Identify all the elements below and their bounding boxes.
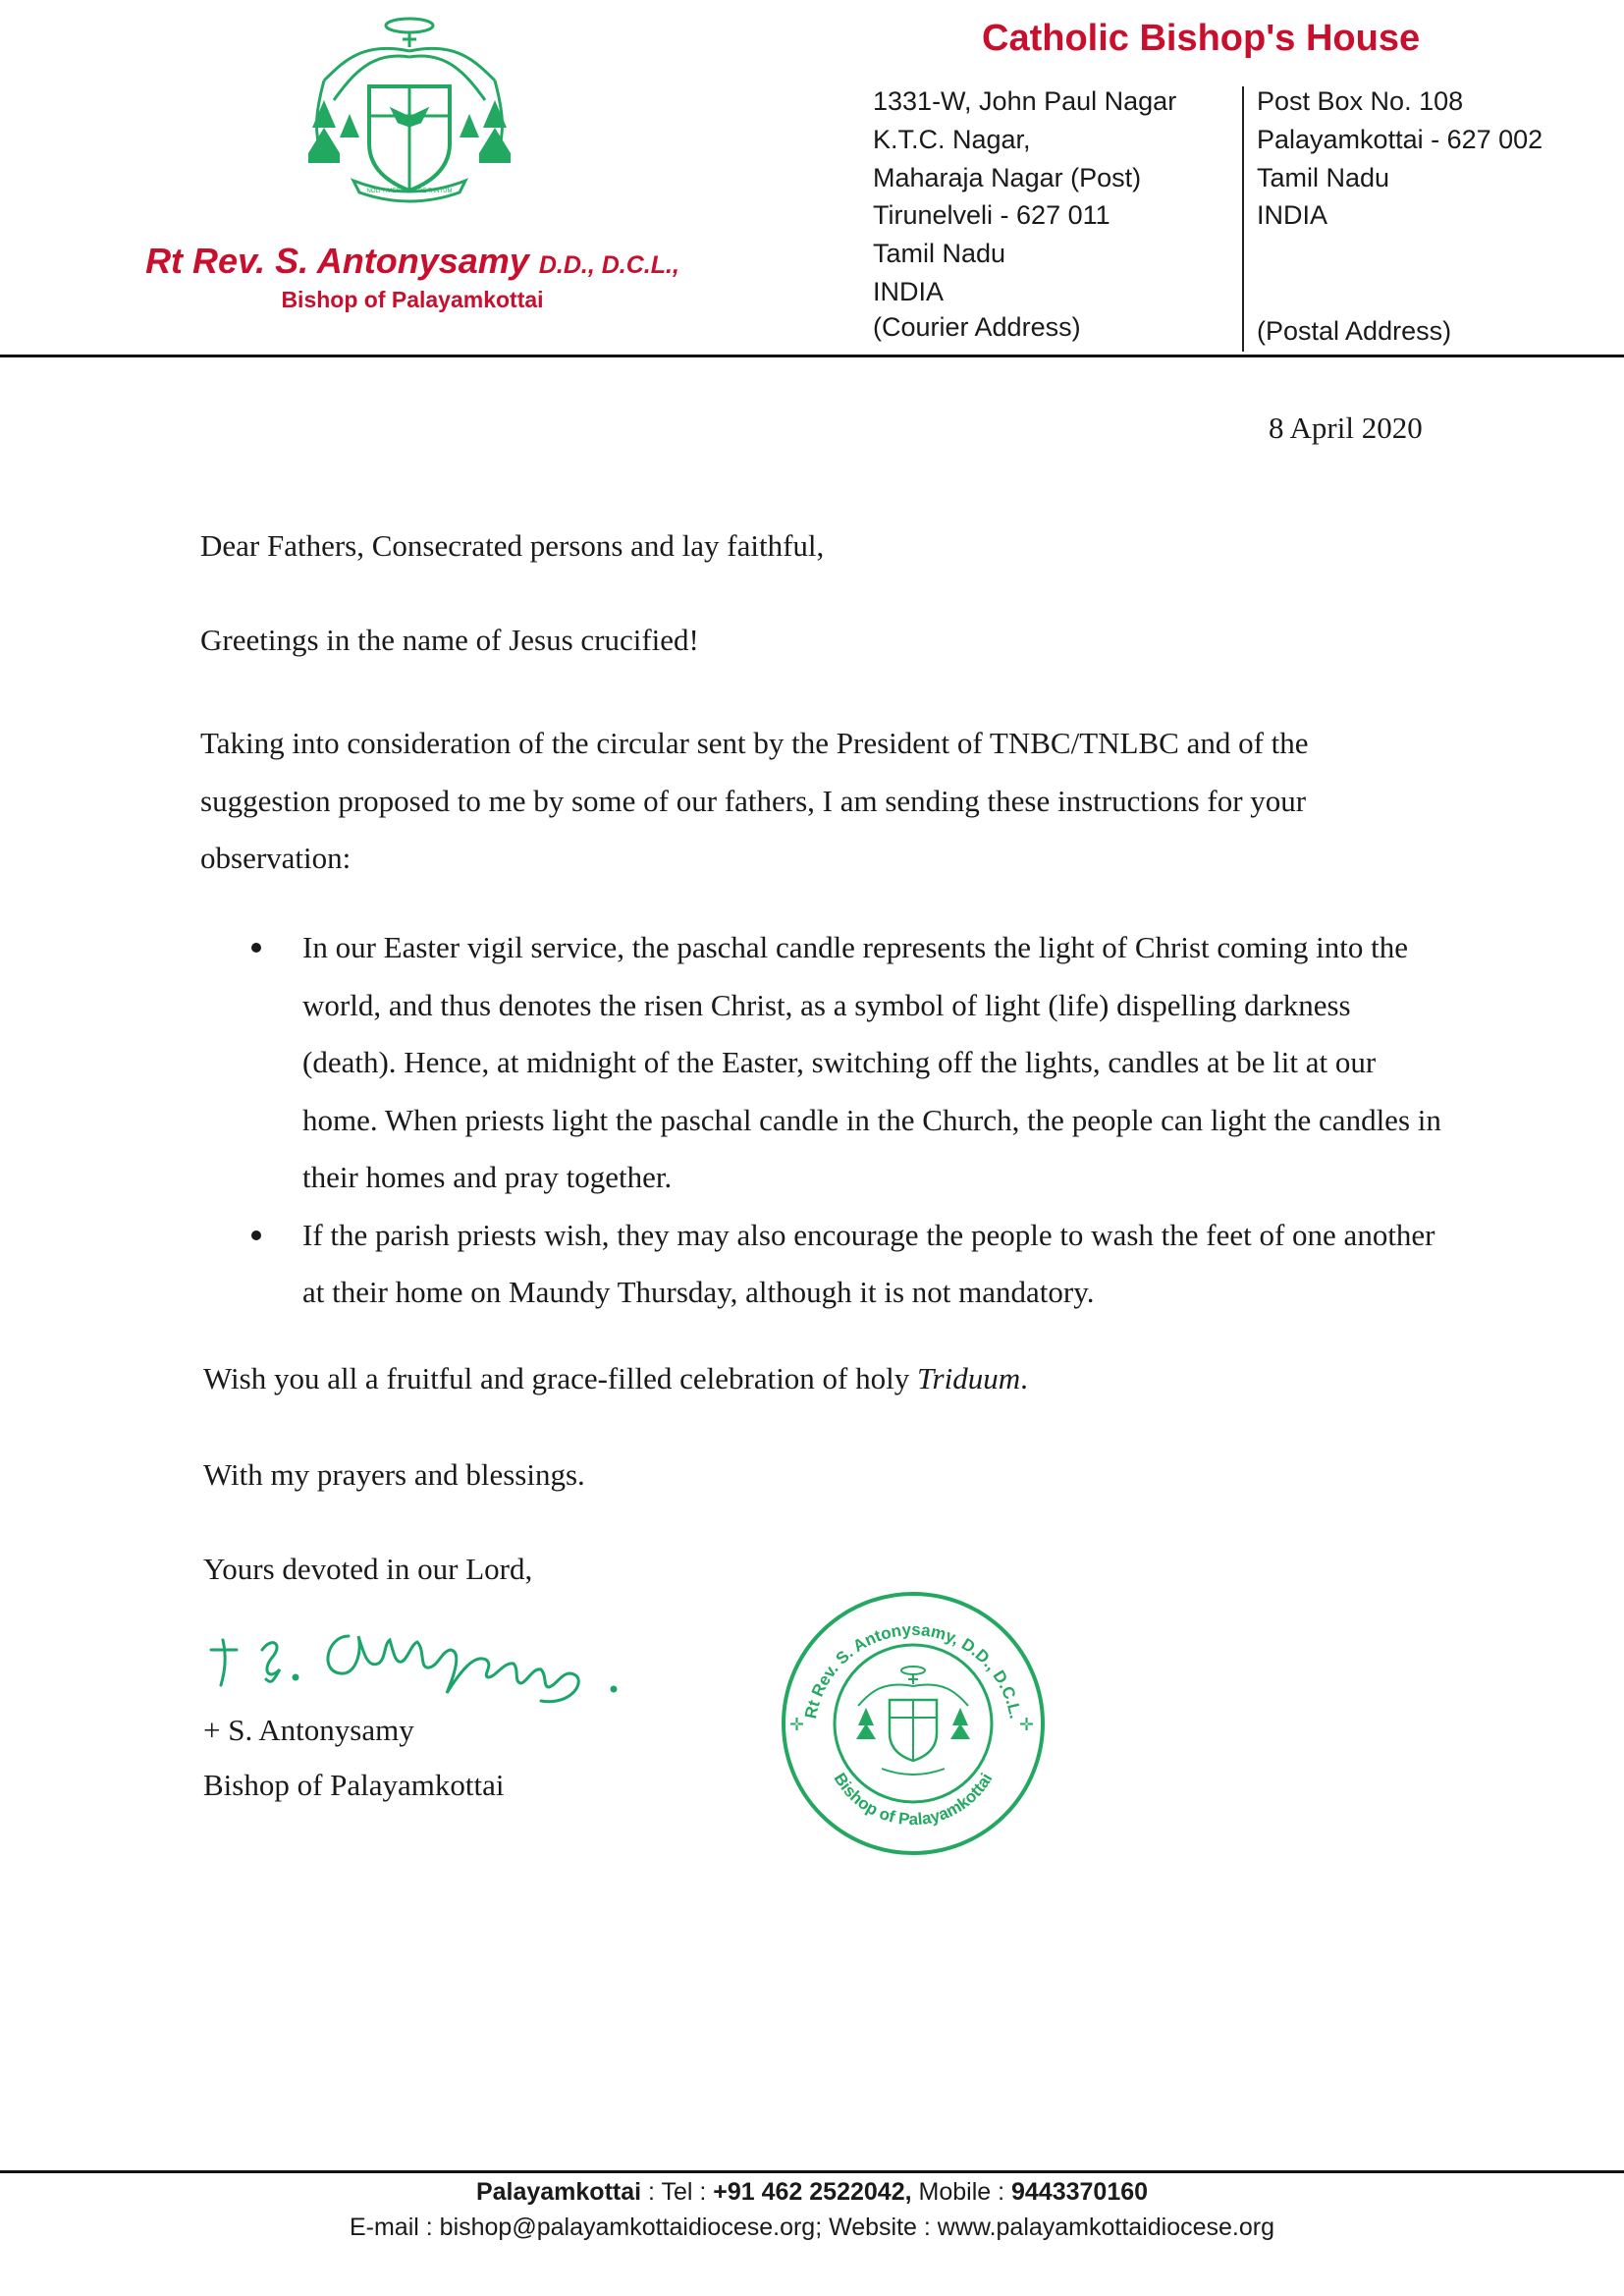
- list-item: [251, 919, 1449, 1207]
- footer-mobile-label: Mobile :: [911, 2178, 1011, 2206]
- bishop-title: Bishop of Palayamkottai: [281, 287, 544, 312]
- letter-date: 8 April 2020: [1269, 410, 1423, 445]
- house-title: Catholic Bishop's House: [982, 18, 1421, 59]
- address-divider: [1242, 86, 1244, 352]
- footer-divider: [0, 2170, 1624, 2173]
- bishop-name-heading: [79, 241, 746, 282]
- address-line: K.T.C. Nagar,: [873, 124, 1031, 154]
- header-divider: [0, 355, 1624, 357]
- courier-address-label: (Courier Address): [873, 312, 1081, 342]
- address-line: 1331-W, John Paul Nagar: [873, 86, 1177, 116]
- handwritten-signature: [201, 1611, 771, 1719]
- blessings-line: With my prayers and blessings.: [203, 1457, 585, 1492]
- instruction-text: If the parish priests wish, they may also encourage the people to wash the feet of one another at their home on Maundy Thursday, although it is not mandatory.: [302, 1217, 1435, 1309]
- episcopal-crest-logo: [295, 12, 525, 213]
- wish-text: Wish you all a fruitful and grace-filled celebration of holy: [203, 1361, 917, 1395]
- footer-email-website: E-mail : bishop@palayamkottaidiocese.org; Website : www.palayamkottaidiocese.org: [349, 2214, 1275, 2241]
- instruction-text: In our Easter vigil service, the paschal candle represents the light of Christ coming into the world, and thus denotes the risen Christ, as a symbol of light (life) dispelling darkness (death). Hence, at midnight of the Easter, switching off the lights, candles at be lit at our home. When priests light the paschal candle in the Church, the people can light the candles in their homes and pray together.: [302, 930, 1441, 1194]
- wish-suffix: .: [1020, 1361, 1028, 1395]
- greeting: Greetings in the name of Jesus crucified!: [200, 623, 699, 657]
- postal-address-label: (Postal Address): [1257, 316, 1452, 346]
- postal-address: [1257, 82, 1543, 235]
- bullet-icon: [251, 1230, 261, 1240]
- address-line: Tamil Nadu: [873, 239, 1006, 269]
- footer-tel-label: : Tel :: [641, 2178, 714, 2206]
- wish-italic: Triduum: [917, 1361, 1021, 1395]
- address-line: Tirunelveli - 627 011: [873, 200, 1110, 231]
- footer-tel: +91 462 2522042,: [713, 2178, 912, 2206]
- seal-top-text: Rt Rev. S. Antonysamy, D.D., D.C.L.: [801, 1619, 1025, 1721]
- footer-mobile: 9443370160: [1011, 2178, 1149, 2206]
- bishop-name: Rt Rev. S. Antonysamy: [145, 241, 529, 281]
- closing-line: Yours devoted in our Lord,: [203, 1552, 533, 1586]
- seal-bottom-text: Bishop of Palayamkottai: [830, 1769, 997, 1830]
- courier-address: [873, 82, 1176, 311]
- episcopal-seal-stamp: [776, 1586, 1051, 1861]
- footer-contact-line: [0, 2178, 1624, 2207]
- bullet-icon: [251, 943, 261, 953]
- list-item: [251, 1207, 1449, 1322]
- address-line: Palayamkottai - 627 002: [1257, 124, 1543, 154]
- bishop-degrees: D.D., D.C.L.,: [538, 251, 679, 279]
- signer-name: + S. Antonysamy: [203, 1713, 414, 1747]
- signer-title: Bishop of Palayamkottai: [203, 1768, 505, 1802]
- salutation: Dear Fathers, Consecrated persons and lay faithful,: [200, 528, 825, 563]
- address-line: Maharaja Nagar (Post): [873, 162, 1142, 192]
- address-line: INDIA: [873, 276, 945, 306]
- crest-motto: NOLI TIMERE CREDE TANTUM: [366, 189, 453, 194]
- address-line: Tamil Nadu: [1257, 162, 1390, 192]
- footer-place: Palayamkottai: [475, 2178, 642, 2206]
- instructions-list: [251, 919, 1449, 1322]
- seal-cross-icon: ✛: [789, 1715, 805, 1735]
- wish-line: [203, 1361, 1028, 1396]
- address-line: Post Box No. 108: [1257, 86, 1464, 116]
- address-line: INDIA: [1257, 200, 1328, 231]
- seal-cross-icon: ✛: [1019, 1715, 1035, 1735]
- intro-paragraph: Taking into consideration of the circular sent by the President of TNBC/TNLBC and of the suggestion proposed to me by some of our fathers, I am sending these instructions for your observation:: [200, 726, 1309, 875]
